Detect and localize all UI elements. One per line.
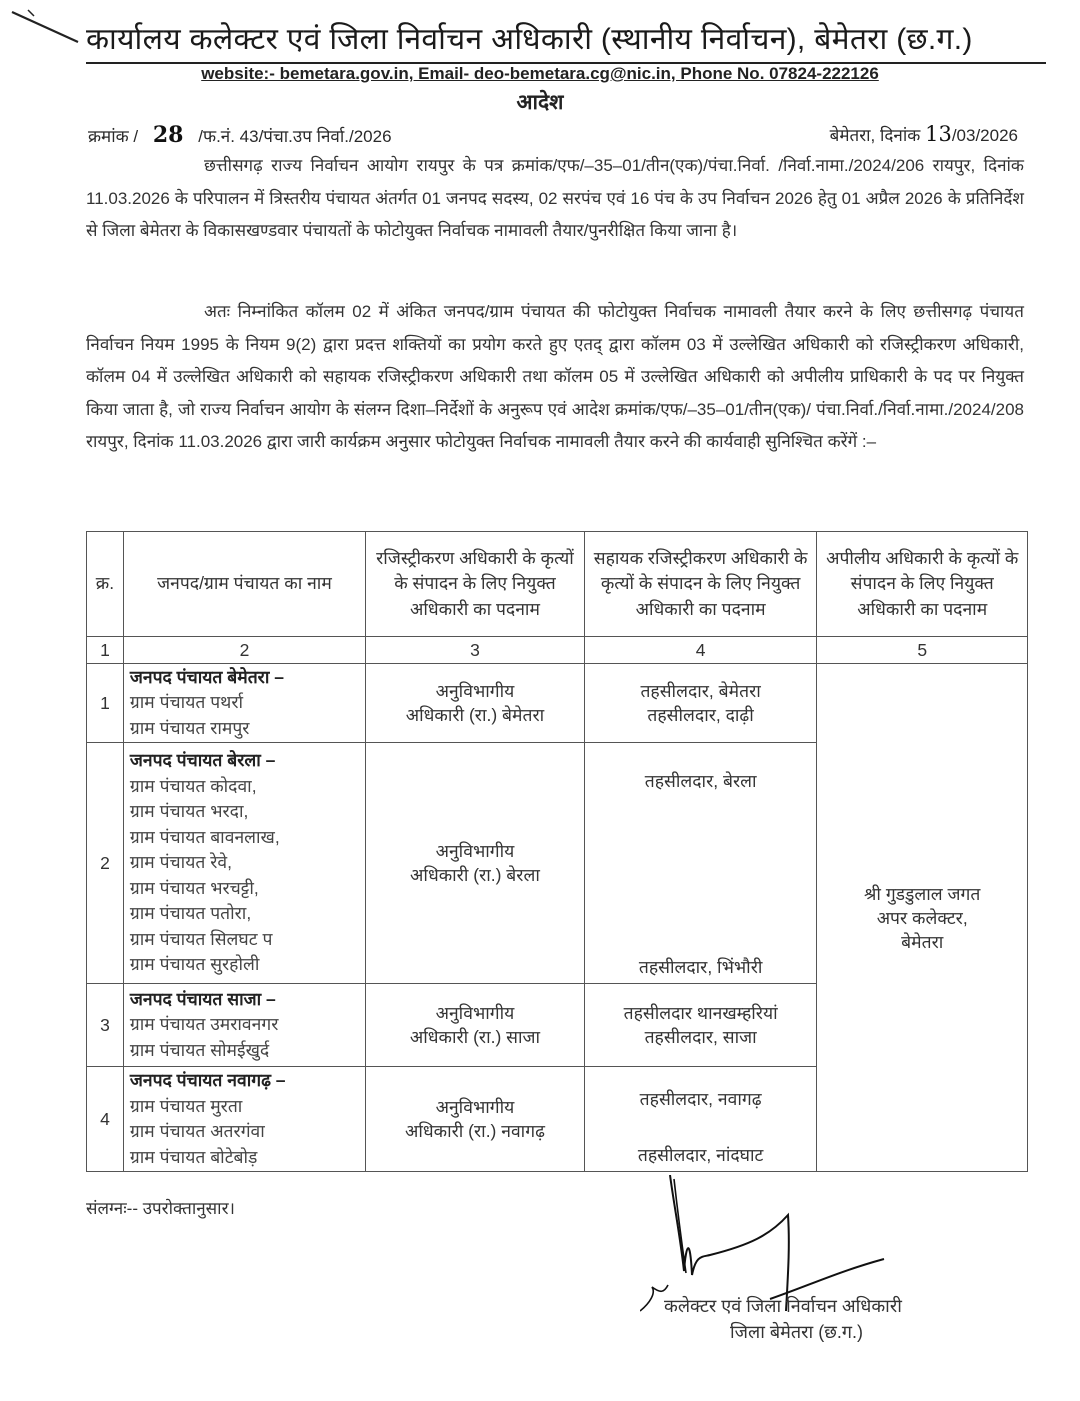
contact-line: website:- bemetara.gov.in, Email- deo-bemetara.cg@nic.in, Phone No. 07824-222126 [201, 64, 879, 83]
officer-line: तहसीलदार थानखम्हरियां [623, 1003, 778, 1023]
panchayat-names [123, 984, 365, 1067]
officer-line: तहसीलदार, बेरला [644, 771, 757, 791]
panchayat-names [123, 664, 365, 743]
serial-number: 3 [87, 984, 124, 1067]
column-number: 4 [584, 637, 817, 664]
table-row [87, 664, 1028, 743]
officer-line: तहसीलदार, नवागढ़ [639, 1089, 762, 1109]
gram-panchayat: ग्राम पंचायत पतोरा, [129, 903, 252, 924]
column-number-row [87, 637, 1028, 664]
assistant-officers [584, 1067, 817, 1172]
serial-number: 2 [87, 743, 124, 984]
officer-line: अनुविभागीय [435, 681, 515, 701]
gram-panchayat: ग्राम पंचायत बोटेबोड़ [129, 1146, 258, 1167]
gram-panchayat: ग्राम पंचायत कोदवा, [129, 775, 257, 796]
officer-line: अनुविभागीय [435, 841, 515, 861]
appointment-table [86, 531, 1028, 1172]
header-panchayat-name: जनपद/ग्राम पंचायत का नाम [123, 532, 365, 637]
appellate-officer [817, 664, 1028, 1172]
assistant-officers [584, 984, 817, 1067]
serial-number: 4 [87, 1067, 124, 1172]
registration-officer [366, 664, 585, 743]
office-title: कार्यालय कलेक्टर एवं जिला निर्वाचन अधिकारी (स्थानीय निर्वाचन), बेमेतरा (छ.ग.) [86, 20, 1046, 64]
header-assistant-officer: सहायक रजिस्ट्रीकरण अधिकारी के कृत्यों के संपादन के लिए नियुक्त अधिकारी का पदनाम [584, 532, 817, 637]
gram-panchayat: ग्राम पंचायत रेवे, [129, 852, 232, 873]
janpad-name: जनपद पंचायत बेरला – [129, 750, 276, 771]
order-heading: आदेश [516, 91, 564, 114]
panchayat-names [123, 743, 365, 984]
paragraph-1: छत्तीसगढ़ राज्य निर्वाचन आयोग रायपुर के पत्र क्रमांक/एफ/–35–01/तीन(एक)/पंचा.निर्वा. /निर्वा.नामा./2024/206 रायपुर, दिनांक 11.03.2026 के परिपालन में त्रिस्तरीय पंचायत अंतर्गत 01 जनपद सदस्य, 02 सरपंच एवं 16 पंच के उप निर्वाचन 2026 हेतु 01 अप्रैल 2026 के प्रतिनिर्देश से जिला बेमेतरा के विकासखण्डवार पंचायतों के फोटोयुक्त निर्वाचक नामावली तैयार/पुनरीक्षित किया जाना है। [86, 156, 1024, 240]
gram-panchayat: ग्राम पंचायत भरचट्टी, [129, 877, 259, 898]
officer-line: अनुविभागीय [435, 1097, 515, 1117]
signatory-district: जिला बेमेतरा (छ.ग.) [730, 1322, 863, 1342]
officer-line: तहसीलदार, बेमेतरा [640, 681, 761, 701]
reference-prefix: क्रमांक / [88, 127, 139, 146]
date-prefix: बेमेतरा, दिनांक [829, 126, 921, 145]
assistant-officers [584, 743, 817, 984]
officer-line: अधिकारी (रा.) बेरला [410, 865, 540, 885]
handwritten-day: 13 [925, 122, 952, 146]
signatory-designation: कलेक्टर एवं जिला निर्वाचन अधिकारी [664, 1296, 902, 1316]
reference-suffix: /फ.नं. 43/पंचा.उप निर्वा./2026 [198, 127, 392, 146]
registration-officer [366, 984, 585, 1067]
panchayat-names [123, 1067, 365, 1172]
header-serial: क्र. [87, 532, 124, 637]
handwritten-tick-icon [8, 8, 88, 48]
reference-number [88, 122, 392, 148]
officer-line: अधिकारी (रा.) साजा [409, 1027, 541, 1047]
officer-line: तहसीलदार, नांदघाट [637, 1145, 764, 1165]
appellate-officer-designation: अपर कलेक्टर, [876, 907, 968, 928]
header-appellate-officer: अपीलीय अधिकारी के कृत्यों के संपादन के लिए नियुक्त अधिकारी का पदनाम [817, 532, 1028, 637]
column-number: 5 [817, 637, 1028, 664]
gram-panchayat: ग्राम पंचायत सोमईखुर्द [129, 1039, 270, 1060]
gram-panchayat: ग्राम पंचायत उमरावनगर [129, 1014, 279, 1035]
gram-panchayat: ग्राम पंचायत सिलघट प [129, 928, 273, 949]
header-registration-officer: रजिस्ट्रीकरण अधिकारी के कृत्यों के संपादन के लिए नियुक्त अधिकारी का पदनाम [366, 532, 585, 637]
paragraph-2: अतः निम्नांकित कॉलम 02 में अंकित जनपद/ग्राम पंचायत की फोटोयुक्त निर्वाचक नामावली तैयार करने के लिए छत्तीसगढ़ पंचायत निर्वाचन नियम 1995 के नियम 9(2) द्वारा प्रदत्त शक्तियों का प्रयोग करते हुए एतद् द्वारा कॉलम 03 में उल्लेखित अधिकारी को रजिस्ट्रीकरण अधिकारी, कॉलम 04 में उल्लेखित अधिकारी को सहायक रजिस्ट्रीकरण अधिकारी तथा कॉलम 05 में उल्लेखित अधिकारी को अपीलीय प्राधिकारी के पद पर नियुक्त किया जाता है, जो राज्य निर्वाचन आयोग के संलग्न दिशा–निर्देशों के अनुरूप एवं आदेश क्रमांक/एफ/–35–01/तीन(एक)/ पंचा.निर्वा./निर्वा.नामा./2024/208 रायपुर, दिनांक 11.03.2026 द्वारा जारी कार्यक्रम अनुसार फोटोयुक्त निर्वाचक नामावली तैयार करने की कार्यवाही सुनिश्चित करेंगें :– [86, 302, 1024, 451]
column-number: 1 [87, 637, 124, 664]
date-suffix: /03/2026 [951, 126, 1018, 145]
enclosure-note: संलग्नः-- उपरोक्तानुसार। [86, 1199, 235, 1218]
officer-line: तहसीलदार, साजा [644, 1027, 757, 1047]
registration-officer [366, 1067, 585, 1172]
gram-panchayat: ग्राम पंचायत पथर्रा [129, 692, 244, 713]
gram-panchayat: ग्राम पंचायत सुरहोली [129, 954, 260, 975]
registration-officer [366, 743, 585, 984]
gram-panchayat: ग्राम पंचायत भरदा, [129, 801, 249, 822]
janpad-name: जनपद पंचायत बेमेतरा – [129, 666, 284, 687]
officer-line: तहसीलदार, भिंभौरी [638, 957, 763, 977]
appellate-officer-name: श्री गुडडुलाल जगत [864, 883, 981, 904]
janpad-name: जनपद पंचायत साजा – [129, 988, 276, 1009]
signatory-block [664, 1293, 902, 1345]
serial-number: 1 [87, 664, 124, 743]
handwritten-order-number: 28 [152, 122, 184, 148]
officer-line: तहसीलदार, दाढ़ी [647, 705, 754, 725]
column-number: 3 [366, 637, 585, 664]
column-number: 2 [123, 637, 365, 664]
officer-line: अधिकारी (रा.) नवागढ़ [404, 1121, 545, 1141]
table-header-row [87, 532, 1028, 637]
gram-panchayat: ग्राम पंचायत अतरगंवा [129, 1121, 265, 1141]
janpad-name: जनपद पंचायत नवागढ़ – [129, 1070, 286, 1090]
appellate-officer-place: बेमेतरा [901, 931, 944, 952]
officer-line: अनुविभागीय [435, 1003, 515, 1023]
gram-panchayat: ग्राम पंचायत मुरता [129, 1095, 243, 1116]
gram-panchayat: ग्राम पंचायत बावनलाख, [129, 826, 280, 847]
assistant-officers [584, 664, 817, 743]
officer-line: अधिकारी (रा.) बेमेतरा [405, 705, 545, 725]
gram-panchayat: ग्राम पंचायत रामपुर [129, 717, 250, 738]
order-date [830, 122, 1018, 146]
